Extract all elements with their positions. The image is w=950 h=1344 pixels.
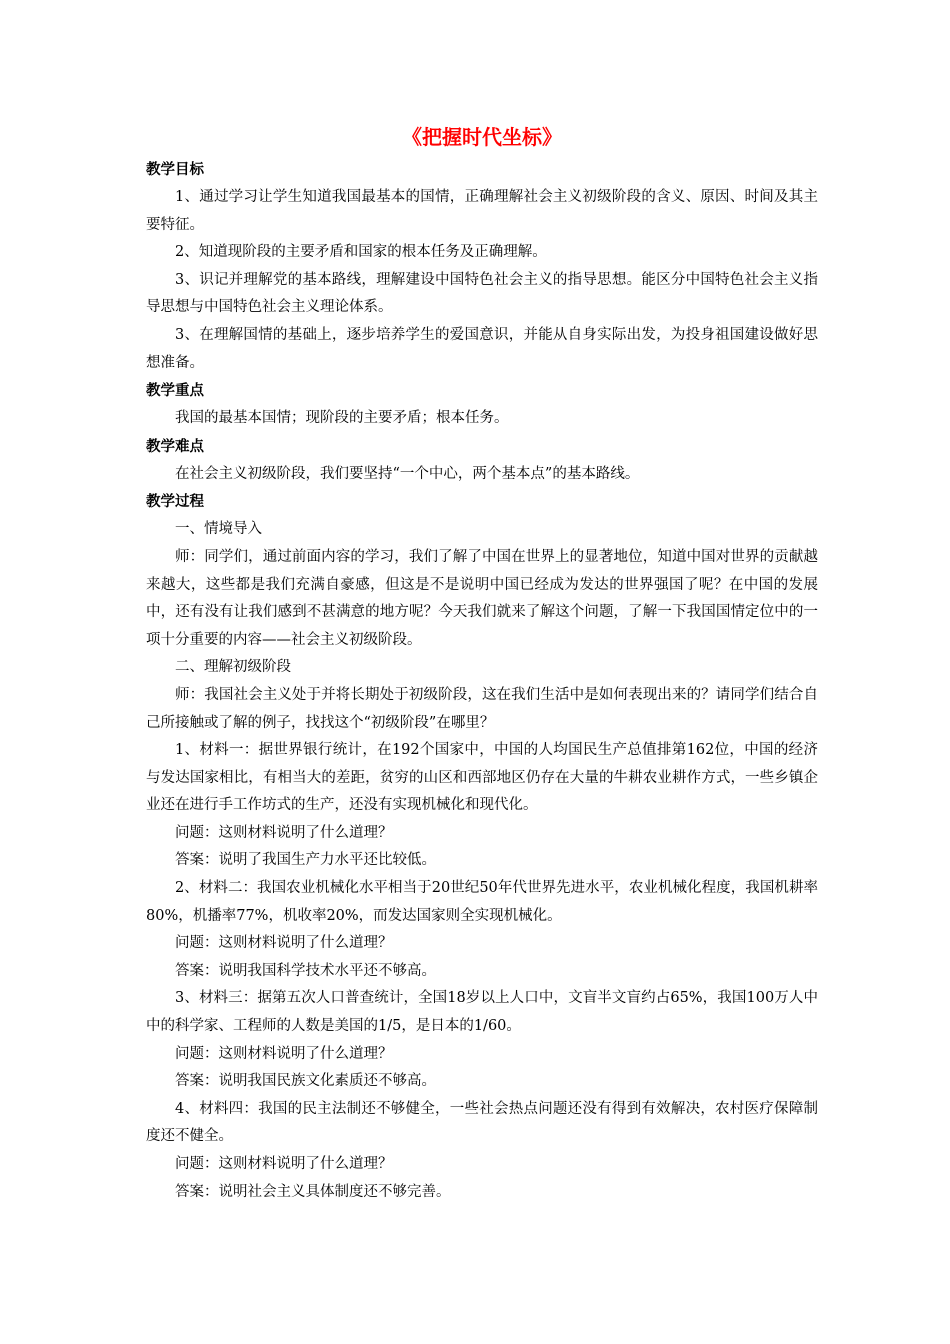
- goal-paragraph-2: 2、知道现阶段的主要矛盾和国家的根本任务及正确理解。: [175, 244, 547, 261]
- document-title: 《把握时代坐标》: [402, 125, 562, 149]
- goal-paragraph-4: 3、在理解国情的基础上，逐步培养学生的爱国意识，并能从自身实际出发，为投身祖国建设做好思想准备。: [146, 326, 818, 371]
- material-1: 1、材料一：据世界银行统计，在192个国家中，中国的人均国民生产总值排第162位，中国的经济与发达国家相比，有相当大的差距，贫穷的山区和西部地区仍存在大量的牛耕农业耕作方式，一些乡镇企业还在进行手工作坊式的生产，还没有实现机械化和现代化。: [146, 742, 818, 814]
- answer-3: 答案：说明我国民族文化素质还不够高。: [175, 1073, 436, 1090]
- section-key-points: [146, 377, 818, 433]
- heading-difficulties: 教学难点: [146, 438, 204, 455]
- heading-teaching-goals: 教学目标: [146, 162, 204, 178]
- answer-1: 答案：说明了我国生产力水平还比较低。: [175, 852, 436, 869]
- understand-label: 二、理解初级阶段: [175, 659, 291, 676]
- heading-key-points: 教学重点: [146, 383, 204, 400]
- goal-paragraph-1: 1、通过学习让学生知道我国最基本的国情，正确理解社会主义初级阶段的含义、原因、时间及其主要特征。: [146, 189, 818, 233]
- section-teaching-goals: [146, 156, 818, 377]
- intro-label: 一、情境导入: [175, 521, 262, 538]
- answer-4: 答案：说明社会主义具体制度还不够完善。: [175, 1183, 451, 1200]
- material-3: 3、材料三：据第五次人口普查统计，全国18岁以上人口中，文盲半文盲约占65%，我国100万人中中的科学家、工程师的人数是美国的1/5，是日本的1/60。: [146, 990, 818, 1035]
- document-page: [146, 122, 818, 1206]
- answer-2: 答案：说明我国科学技术水平还不够高。: [175, 962, 436, 979]
- key-points-paragraph: 我国的最基本国情；现阶段的主要矛盾；根本任务。: [175, 410, 509, 427]
- material-2: 2、材料二：我国农业机械化水平相当于20世纪50年代世界先进水平，农业机械化程度，我国机耕率80%，机播率77%，机收率20%，而发达国家则全实现机械化。: [146, 880, 818, 924]
- difficulties-paragraph: 在社会主义初级阶段，我们要坚持“一个中心，两个基本点”的基本路线。: [175, 465, 640, 482]
- intro-text: 师：同学们，通过前面内容的学习，我们了解了中国在世界上的显著地位，知道中国对世界的贡献越来越大，这些都是我们充满自豪感，但这是不是说明中国已经成为发达的世界强国了呢？在中国的发展中，还有没有让我们感到不甚满意的地方呢？今天我们就来了解这个问题，了解一下我国国情定位中的一项十分重要的内容——社会主义初级阶段。: [146, 548, 818, 648]
- question-4: 问题：这则材料说明了什么道理？: [175, 1156, 393, 1172]
- question-3: 问题：这则材料说明了什么道理？: [175, 1045, 393, 1062]
- section-difficulties: [146, 433, 818, 489]
- section-teaching-process: [146, 488, 818, 1206]
- goal-paragraph-3: 3、识记并理解党的基本路线，理解建设中国特色社会主义的指导思想。能区分中国特色社会主义指导思想与中国特色社会主义理论体系。: [146, 271, 818, 316]
- question-1: 问题：这则材料说明了什么道理？: [175, 824, 393, 841]
- question-2: 问题：这则材料说明了什么道理？: [175, 935, 393, 952]
- material-4: 4、材料四：我国的民主法制还不够健全，一些社会热点问题还没有得到有效解决，农村医疗保障制度还不健全。: [146, 1100, 818, 1145]
- heading-teaching-process: 教学过程: [146, 494, 204, 511]
- understand-text: 师：我国社会主义处于并将长期处于初级阶段，这在我们生活中是如何表现出来的？请同学们结合自己所接触或了解的例子，找找这个“初级阶段”在哪里？: [146, 686, 818, 731]
